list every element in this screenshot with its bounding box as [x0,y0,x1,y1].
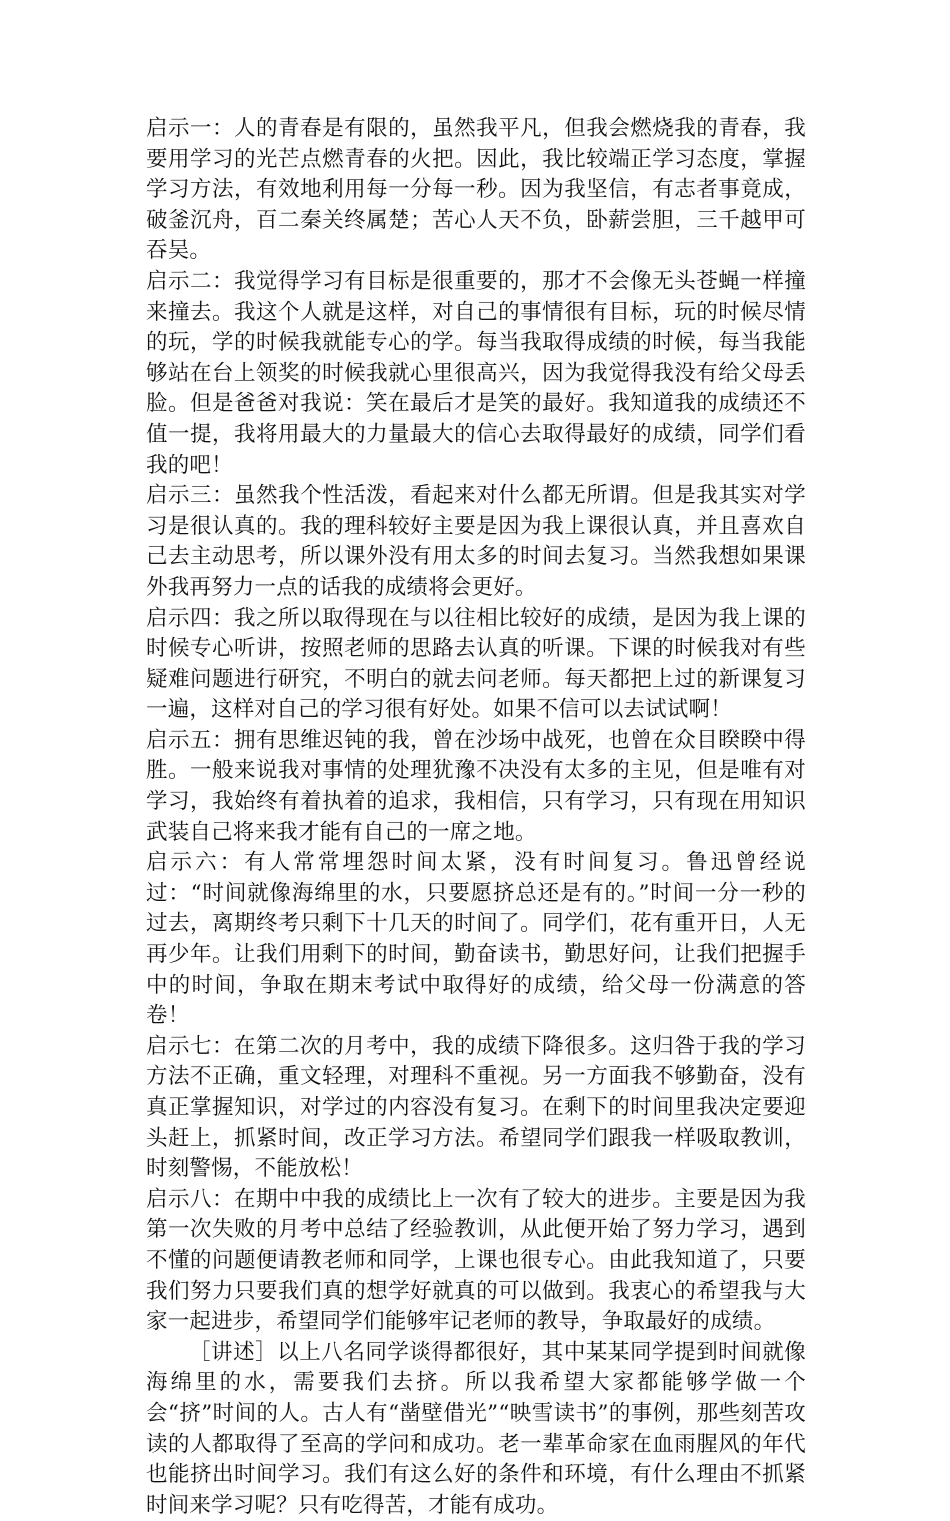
paragraph-inspiration-8: 启示八：在期中中我的成绩比上一次有了较大的进步。主要是因为我第一次失败的月考中总结了经验教训，从此便开始了努力学习，遇到不懂的问题便请教老师和同学，上课也很专心。由此我知道了，只要我们努力只要我们真的想学好就真的可以做到。我衷心的希望我与大家一起进步，希望同学们能够牢记老师的教导，争取最好的成绩。 [146,1186,806,1335]
paragraph-inspiration-7: 启示七：在第二次的月考中，我的成绩下降很多。这归咎于我的学习方法不正确，重文轻理，对理科不重视。另一方面我不够勤奋，没有真正掌握知识，对学过的内容没有复习。在剩下的时间里我决定要迎头赶上，抓紧时间，改正学习方法。希望同学们跟我一样吸取教训，时刻警惕，不能放松！ [146,1033,806,1182]
paragraph-inspiration-3: 启示三：虽然我个性活泼，看起来对什么都无所谓。但是我其实对学习是很认真的。我的理科较好主要是因为我上课很认真，并且喜欢自己去主动思考，所以课外没有用太多的时间去复习。当然我想如果课外我再努力一点的话我的成绩将会更好。 [146,483,806,600]
paragraph-inspiration-6: 启示六：有人常常埋怨时间太紧，没有时间复习。鲁迅曾经说过：“时间就像海绵里的水，只要愿挤总还是有的。”时间一分一秒的过去，离期终考只剩下十几天的时间了。同学们，花有重开日，人无再少年。让我们用剩下的时间，勤奋读书，勤思好问，让我们把握手中的时间，争取在期末考试中取得好的成绩，给父母一份满意的答卷！ [146,850,806,1029]
paragraph-inspiration-4: 启示四：我之所以取得现在与以往相比较好的成绩，是因为我上课的时候专心听讲，按照老师的思路去认真的听课。下课的时候我对有些疑难问题进行研究，不明白的就去问老师。每天都把上过的新课复习一遍，这样对自己的学习很有好处。如果不信可以去试试啊！ [146,605,806,723]
paragraph-inspiration-2: 启示二：我觉得学习有目标是很重要的，那才不会像无头苍蝇一样撞来撞去。我这个人就是这样，对自己的事情很有目标，玩的时候尽情的玩，学的时候我就能专心的学。每当我取得成绩的时候，每当我能够站在台上领奖的时候我就心里很高兴，因为我觉得我没有给父母丢脸。但是爸爸对我说：笑在最后才是笑的最好。我知道我的成绩还不值一提，我将用最大的力量最大的信心去取得最好的成绩，同学们看我的吧！ [146,268,806,478]
document-page [146,114,806,1521]
paragraph-inspiration-1: 启示一：人的青春是有限的，虽然我平凡，但我会燃烧我的青春，我要用学习的光芒点燃青春的火把。因此，我比较端正学习态度，掌握学习方法，有效地利用每一分每一秒。因为我坚信，有志者事竟成，破釜沉舟，百二秦关终属楚；苦心人天不负，卧薪尝胆，三千越甲可吞吴。 [146,116,806,264]
paragraph-inspiration-5: 启示五：拥有思维迟钝的我，曾在沙场中战死，也曾在众目睽睽中得胜。一般来说我对事情的处理犹豫不决没有太多的主见，但是唯有对学习，我始终有着执着的追求，我相信，只有学习，只有现在用知识武装自己将来我才能有自己的一席之地。 [146,727,806,845]
paragraph-narration: ［讲述］以上八名同学谈得都很好，其中某某同学提到时间就像海绵里的水，需要我们去挤。所以我希望大家都能够学做一个会“挤”时间的人。古人有“凿壁借光”“映雪读书”的事例，那些刻苦攻读的人都取得了至高的学问和成功。老一辈革命家在血雨腥风的年代也能挤出时间学习。我们有这么好的条件和环境，有什么理由不抓紧时间来学习呢？只有吃得苦，才能有成功。 [146,1339,806,1518]
